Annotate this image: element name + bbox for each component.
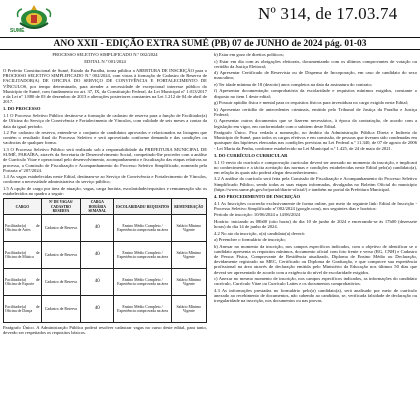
cell-escolaridade: Ensino Médio Completo / Experiência comprovada na área bbox=[114, 269, 171, 296]
vacancies-table bbox=[3, 198, 207, 323]
requirement-item: f) Apresentar documentação comprobatória da escolaridade e requisitos mínimos exigidos, constante o disposto no item 1 deste edital; bbox=[214, 88, 417, 99]
paragraph: a) Preencher o formulário de inscrição; bbox=[214, 237, 286, 243]
table-header: Nº DE VAGAS/ CADASTRO RESERVA bbox=[41, 199, 80, 215]
cell-cargo: Facilitador(a) de Oficina de Música bbox=[4, 242, 42, 269]
edital-number: EDITAL N.º 001/2024 bbox=[84, 58, 126, 64]
cell-vagas: Cadastro de Reserva bbox=[41, 242, 80, 269]
cell-remuneracao: Salário Mínimo Vigente bbox=[171, 296, 206, 323]
paragraph: 1.5 A opção de cargo por área de atuação, vagas, carga horária, escolaridade/requisitos e remuneração são os estabelecidos no quadro a seguir: bbox=[3, 185, 207, 197]
paragraph: 4.3 As informações prestadas no formulário pelo(a) candidato(a), será analisado por meio de currículo anexado ao recebimento de documentos, não cabendo ao candidato, se, verificada falsidade de declaração ou irregularidade na inscrição, nos documentos ou nas provas. bbox=[214, 287, 417, 304]
paragraph: Parágrafo Único. Fica vedada a nomeação, no âmbito da Administração Pública Direta e Indireta do Município de Sumé, para todos os cargos efetivos e em comissão, de pessoas que tiveram sido condenadas em quaisquer das hipóteses elencadas nas condições previstas na Lei Federal n.º 11.340, de 07 de agosto de 2006 - Lei Maria da Penha, conforme estabelecido na Lei Municipal n.º 1.425, de 24 de maio de 2021. bbox=[214, 130, 417, 151]
paragraph: 4.1 As Inscrições ocorrerão exclusivamente de forma online, por meio do seguinte link: Edital de Inscrição - Processo Seletivo Simplificado nº 002/2024 (google.com), nos seguintes dias e horários: bbox=[214, 200, 417, 211]
right-column bbox=[214, 52, 417, 420]
doc-title: PROCESSO SELETIVO SIMPLIFICADO N.º 002/2024 bbox=[52, 52, 158, 57]
requirement-item: d) Apresentar Certificado de Reservista ou de Dispensa de Incorporação, em caso de candidato do sexo masculino; bbox=[214, 70, 417, 81]
cell-remuneracao: Salário Mínimo Vigente bbox=[171, 242, 206, 269]
cell-vagas: Cadastro de Reserva bbox=[41, 215, 80, 242]
requirement-item: g) Possuir aptidão física e mental para os requisitos físicos para investidura no cargo exigido neste Edital; bbox=[214, 100, 409, 106]
table-row bbox=[4, 215, 207, 242]
paragraph: Período de inscrição: 10/06/2024 a 14/06/2024 bbox=[214, 212, 301, 218]
crest-label: SUMÉ bbox=[10, 28, 25, 34]
cell-cargo: Facilitador(a) de Oficina de Artes bbox=[4, 215, 42, 242]
table-row bbox=[4, 269, 207, 296]
cell-cargo: Facilitador(a) de Oficina de Esporte bbox=[4, 269, 42, 296]
cell-carga: 40 bbox=[81, 215, 114, 242]
table-header: CARGA HORÁRIA SEMANAL bbox=[81, 199, 114, 215]
cell-carga: 40 bbox=[81, 296, 114, 323]
table-header: CARGO bbox=[4, 199, 42, 215]
founding-law: Nº 314, de 17.03.74 bbox=[258, 4, 398, 23]
table-header: ESCOLARIDADE/ REQUISITOS bbox=[114, 199, 171, 215]
paragraph: c) Anexar no mesmo momento de inscrição, nos campos específicos indicados, as informações do candidato currículo, Currículo Vitae ou Currículo Lattes e os documentos comprobatórios. bbox=[214, 276, 417, 287]
intro-paragraph: O Prefeito Constitucional de Sumé, Estado da Paraíba, torna pública a ABERTURA DE INSCRIÇÃO para o PROCESSO SELETIVO SIMPLIFICADO N.º 002/2024, com vistas à formação de Cadastro de Reserva de FACILITADOR(A) DE OFICINA DO SERVIÇO DE CONVIVÊNCIA E FORTALECIMENTO DE VÍNCULOS, por tempo determinado, para atender a necessidade de excepcional interesse público do Município de Sumé, com fundamento no art. 37, IX, da Constituição Federal, da Lei Municipal nº 1.013/2017 e da Lei nº 1.880 de 03 de dezembro de 2013 e alterações posteriores constantes na Lei 1.212 de 04 de abril de 2017. bbox=[3, 68, 207, 105]
table-row bbox=[4, 296, 207, 323]
cell-carga: 40 bbox=[81, 242, 114, 269]
paragraph: Parágrafo Único. A Administração Pública poderá resolver cadastrar vagas no curso deste edital, para tanto, deverão ser respeitados os requisitos básicos. bbox=[3, 325, 207, 336]
left-column bbox=[3, 52, 207, 420]
cell-remuneracao: Salário Mínimo Vigente bbox=[171, 215, 206, 242]
cell-escolaridade: Ensino Médio Completo / Experiência comprovada na área bbox=[114, 296, 171, 323]
cell-escolaridade: Ensino Médio Completo / Experiência comprovada na área bbox=[114, 215, 171, 242]
paragraph: 1.1 O Processo Seletivo Público destina-se a formação de cadastro de reserva para a função de Facilitador(a) de Oficina do Serviço de Convivência e Fortalecimento de Vínculos, com validade de seis meses a contar da data da igual período. bbox=[3, 113, 207, 129]
section-heading: 1. DO PROCESSO bbox=[3, 106, 41, 112]
section-heading: 3. DO CURRÍCULO CURRICULAR bbox=[214, 152, 288, 158]
cell-vagas: Cadastro de Reserva bbox=[41, 269, 80, 296]
table-row bbox=[4, 242, 207, 269]
requirement-item: b) Estar em gozo de direitos políticos; bbox=[214, 52, 284, 57]
cell-carga: 40 bbox=[81, 269, 114, 296]
edition-banner: ANO XXII - EDIÇÃO EXTRA SUMÉ (PB) 07 de JUNHO de 2024 pág. 01-03 bbox=[0, 37, 420, 50]
requirement-item: h) Apresentar certidão de antecedentes criminais, emitido pelo Tribunal de Justiça da Paraíba e Justiça Federal; bbox=[214, 106, 417, 117]
cell-remuneracao: Salário Mínimo Vigente bbox=[171, 269, 206, 296]
paragraph: 1.4 As vagas estabelecidas neste Edital, destinam-se ao Serviço de Convivência e Fortalecimento de Vínculos, conforme a necessidade administrativa do serviço público; bbox=[3, 174, 207, 185]
requirement-item: i) Apresentar outros documentos que se fizerem necessários, à época da contratação, de acordo com a legislação em vigor, em conformidade com o subitem deste Edital. bbox=[214, 118, 417, 129]
cell-vagas: Cadastro de Reserva bbox=[41, 296, 80, 323]
paragraph: 4.2 No ato da inscrição, o(a) candidato(a) deverá: bbox=[214, 230, 305, 236]
masthead bbox=[0, 0, 420, 38]
paragraph: 3.1 O envio do currículo e comprovação curricular deverá ser anexado no momento da inscrição, e implicará no conhecimento e a tácita aceitação das normas e condições estabelecidas neste Edital pelo(a) candidato(a), em relação às quais não poderá alegar desconhecimento. bbox=[214, 159, 417, 175]
table-header-row bbox=[4, 199, 207, 215]
paragraph: 1.3 O Processo Seletivo Público será realizado sob a responsabilidade da PREFEITURA MUNICIPAL DE SUMÉ, PARAÍBA, através da Secretaria de Desenvolvimento Social, competindo-lhe proceder com a análise de Currículo Vitae e operacional pelo desenvolvimento, acompanhamento e fiscalização das etapas relativas ao processo, a Comissão de Fiscalização e Acompanhamento do Processo Seletivo Simplificado, nomeada pela Portaria nº 207/2024. bbox=[3, 146, 207, 173]
requirement-item: c) Estar em dia com as obrigações eleitorais, documentando com os últimos comprovantes de votação ou certidão da Justiça Eleitoral; bbox=[214, 58, 417, 69]
cell-cargo: Facilitador(a) de Oficina de Dança bbox=[4, 296, 42, 323]
paragraph: b) Anexar no momento da inscrição, nos campos específicos indicados, com o objetivo de identificar se o candidato apresenta os requisitos mínimos, documento oficial com foto frente e verso (RG, CNH) e Cadastro de Pessoa Física, Comprovante de Residência atualizado, Diploma de Ensino Médio ou Declaração, devidamente registrado no MEC, Certificado ou Diploma de Graduação, e que comprove sua experiência profissional na área através de declaração emitida pelo Ministério da Educação nos últimos 50 dias que deverá ser apresentado de acordo com a exigência do nível de escolaridade exigidos. bbox=[214, 243, 417, 275]
requirement-item: e) Ter idade mínima de 18 (dezoito) anos completos na data da assinatura do contrato; bbox=[214, 81, 373, 87]
cell-escolaridade: Ensino Médio Completo / Experiência comprovada na área bbox=[114, 242, 171, 269]
section-heading: 4. DO PROCEDIMENTO DE INSCRIÇÃO bbox=[214, 194, 301, 200]
table-header: REMUNERAÇÃO bbox=[171, 199, 206, 215]
paragraph: Horário: iniciando as 08h00 (oito horas) do dia 10 de junho de 2024 e encerrando-se às 17h00 (dezessete horas) do dia 14 de junho de 2024. bbox=[214, 218, 417, 230]
paragraph: 1.2 Por cadastro de reserva, entende-se o conjunto de candidatos aprovados e relacionados na listagem que contém o resultado final do Processo Seletivo e será aproveitado conforme demanda e das condições ou vacâncias de qualquer forma. bbox=[3, 130, 207, 146]
paragraph: 3.2 A análise do currículo será feita pela Comissão de Fiscalização e Acompanhamento do Processo Seletivo Simplificado Público, sendo todas as suas etapas informadas, divulgadas no Boletim Oficial do município (https://www.sume.pb.gov.br/portal/diario-oficial/) e também no portal da Prefeitura Municipal. bbox=[214, 176, 417, 192]
